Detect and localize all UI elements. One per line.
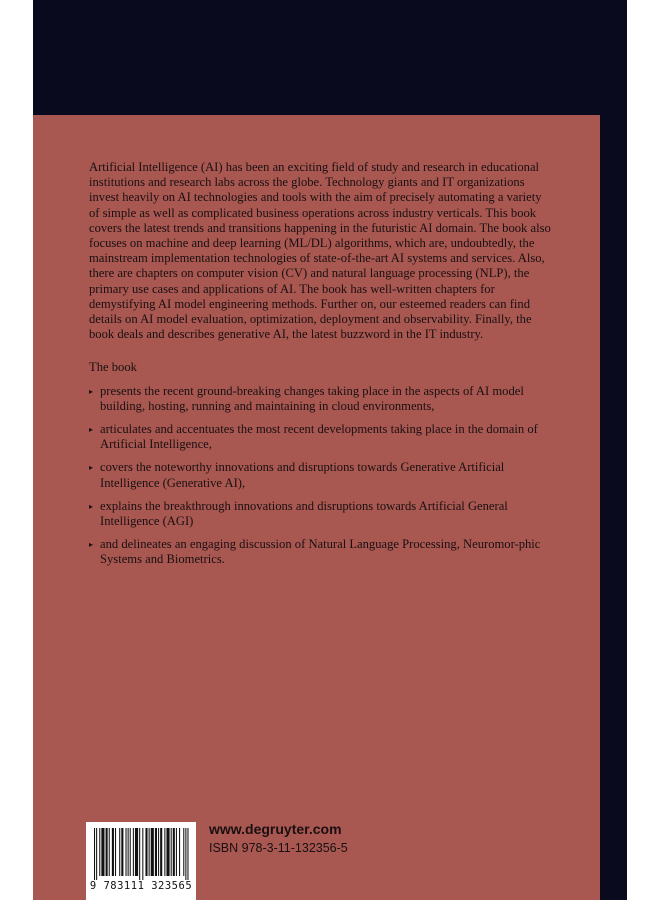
barcode-bar bbox=[133, 828, 134, 876]
list-item bbox=[89, 384, 554, 414]
bullet-icon: ▸ bbox=[89, 540, 94, 550]
list-intro: The book bbox=[89, 360, 137, 375]
list-item bbox=[89, 499, 554, 529]
barcode-bar bbox=[183, 828, 184, 876]
barcode-bar bbox=[155, 828, 157, 876]
barcode-bar bbox=[176, 828, 177, 876]
list-item-text: articulates and accentuates the most recent developments taking place in the domain of Artificial Intelligence, bbox=[100, 422, 538, 452]
barcode-bar bbox=[139, 828, 140, 880]
list-item-text: explains the breakthrough innovations and disruptions towards Artificial General Intelligence (AGI) bbox=[100, 498, 508, 529]
publisher-url: www.degruyter.com bbox=[209, 821, 342, 837]
cover-text bbox=[89, 160, 554, 576]
barcode bbox=[86, 822, 196, 900]
list-item-text: and delineates an engaging discussion of Natural Language Processing, Neuromor-phic Systems and Biometrics. bbox=[100, 537, 541, 567]
barcode-bar bbox=[185, 828, 186, 880]
barcode-bar bbox=[166, 828, 169, 876]
barcode-bar bbox=[149, 828, 150, 876]
barcode-bar bbox=[164, 828, 165, 876]
barcode-bar bbox=[121, 828, 123, 876]
barcode-bar bbox=[151, 828, 154, 876]
barcode-bar bbox=[128, 828, 129, 876]
barcode-bar bbox=[187, 828, 188, 880]
barcode-bar bbox=[96, 828, 97, 880]
barcode-bar bbox=[135, 828, 138, 876]
barcode-bar bbox=[179, 828, 180, 876]
barcode-bar bbox=[158, 828, 159, 876]
bullet-icon: ▸ bbox=[89, 425, 94, 435]
publisher-info bbox=[209, 820, 348, 856]
list-item-text: presents the recent ground-breaking changes taking place in the aspects of AI model building, hosting, running and maintaining in cloud environments, bbox=[100, 383, 524, 413]
barcode-bar bbox=[101, 828, 104, 876]
barcode-bar bbox=[126, 828, 127, 876]
barcode-bar bbox=[142, 828, 143, 880]
barcode-bar bbox=[112, 828, 114, 876]
list-item bbox=[89, 537, 554, 567]
barcode-bar bbox=[160, 828, 162, 876]
bullet-icon: ▸ bbox=[89, 463, 94, 473]
barcode-digits: 9 783111 323565 bbox=[89, 880, 193, 892]
barcode-bars bbox=[92, 828, 190, 880]
barcode-bar bbox=[145, 828, 147, 876]
book-description: Artificial Intelligence (AI) has been an exciting field of study and research in educational institutions and research labs across the globe. Technology giants and IT organizations invest heavily on AI technologies and tools with the aim of precisely automating a variety of simple as well as complicated business operations across industry verticals. This book covers the latest trends and transitions happening in the futuristic AI domain. The book also focuses on machine and deep learning (ML/DL) algorithms, which are, undoubtedly, the mainstream implementation technologies of state-of-the-art AI systems and services. Also, there are chapters on computer vision (CV) and natural language processing (NLP), the primary use cases and applications of AI. The book has well-written chapters for demystifying AI model engineering methods. Further on, our esteemed readers can find details on AI model evaluation, optimization, deployment and observability. Finally, the book deals and describes generative AI, the latest buzzword in the IT industry. bbox=[89, 160, 551, 342]
barcode-bar bbox=[130, 828, 131, 876]
bullet-icon: ▸ bbox=[89, 501, 94, 511]
barcode-bar bbox=[119, 828, 120, 876]
barcode-bar bbox=[99, 828, 100, 876]
barcode-bar bbox=[94, 828, 95, 880]
barcode-bar bbox=[109, 828, 110, 876]
barcode-bar bbox=[173, 828, 175, 876]
list-item-text: covers the noteworthy innovations and disruptions towards Generative Artificial Intelligence (Generative AI), bbox=[100, 460, 505, 490]
isbn-number: ISBN 978-3-11-132356-5 bbox=[209, 841, 348, 855]
list-item bbox=[89, 460, 554, 490]
barcode-bar bbox=[106, 828, 108, 876]
list-item bbox=[89, 422, 554, 452]
bullet-icon: ▸ bbox=[89, 386, 94, 396]
barcode-bar bbox=[171, 828, 172, 876]
barcode-bar bbox=[115, 828, 116, 876]
feature-list bbox=[89, 384, 554, 568]
